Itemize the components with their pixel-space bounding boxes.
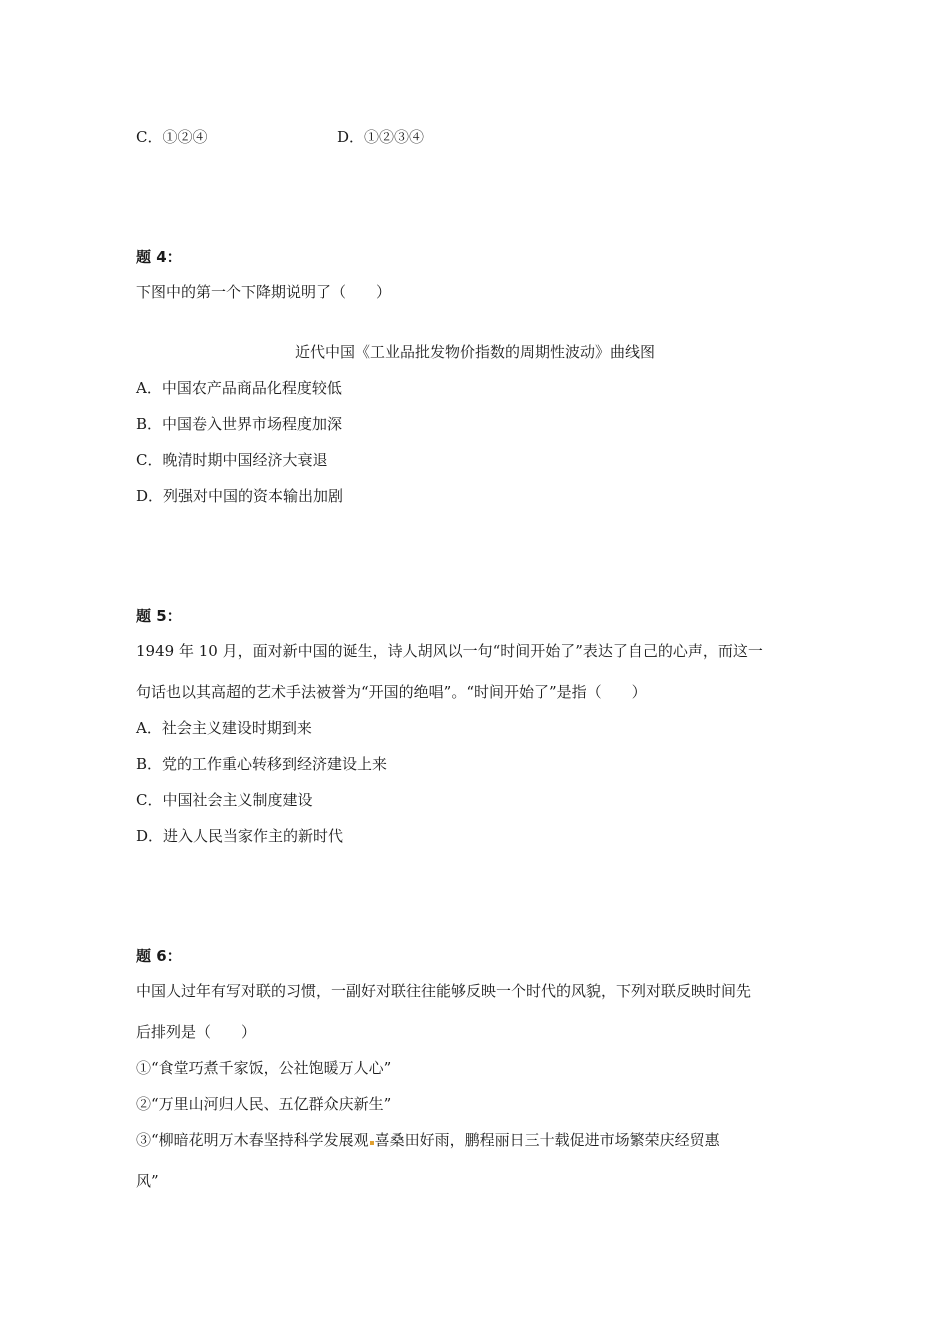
q6-stem-line1: 中国人过年有写对联的习惯，一副好对联往往能够反映一个时代的风貌，下列对联反映时间先 — [136, 982, 752, 1000]
q4-option-a: A．中国农产品商品化程度较低 — [136, 379, 342, 397]
q5-option-b: B．党的工作重心转移到经济建设上来 — [136, 755, 388, 773]
q5-heading: 题 5： — [136, 607, 182, 625]
q6-item-3 — [136, 1130, 720, 1150]
q4-option-b: B．中国卷入世界市场程度加深 — [136, 415, 343, 433]
q4-option-d: D．列强对中国的资本输出加剧 — [136, 487, 344, 505]
q6-heading: 题 6： — [136, 947, 182, 965]
q4-stem: 下图中的第一个下降期说明了（ ） — [136, 283, 392, 301]
q4-option-c: C．晚清时期中国经济大衰退 — [136, 451, 328, 469]
q4-figure-caption: 近代中国《工业品批发物价指数的周期性波动》曲线图 — [294, 343, 655, 361]
q5-stem-line2: 句话也以其高超的艺术手法被誉为“开国的绝唱”。“时间开始了”是指（ ） — [136, 683, 647, 701]
q5-option-d: D．进入人民当家作主的新时代 — [136, 827, 344, 845]
q5-option-c: C．中国社会主义制度建设 — [136, 791, 313, 809]
q6-item-3-line2: 风” — [136, 1172, 159, 1190]
q4-heading: 题 4： — [136, 248, 182, 266]
q6-item-3-part1: ③“柳暗花明万木春坚持科学发展观 — [136, 1131, 369, 1149]
edit-mark-icon — [370, 1141, 374, 1145]
q6-stem-line2: 后排列是（ ） — [136, 1023, 257, 1041]
q6-item-1: ①“食堂巧煮千家饭，公社饱暖万人心” — [136, 1059, 392, 1077]
q3-option-d: D．①②③④ — [337, 128, 425, 146]
q6-item-2: ②“万里山河归人民、五亿群众庆新生” — [136, 1095, 392, 1113]
q5-stem-line1: 1949 年 10 月，面对新中国的诞生，诗人胡风以一句“时间开始了”表达了自己的心声，而这一 — [136, 642, 763, 660]
q5-option-a: A．社会主义建设时期到来 — [136, 719, 312, 737]
q3-option-c: C．①②④ — [136, 128, 208, 146]
q6-item-3-part2: 喜桑田好雨，鹏程丽日三十载促进市场繁荣庆经贸惠 — [374, 1131, 720, 1149]
